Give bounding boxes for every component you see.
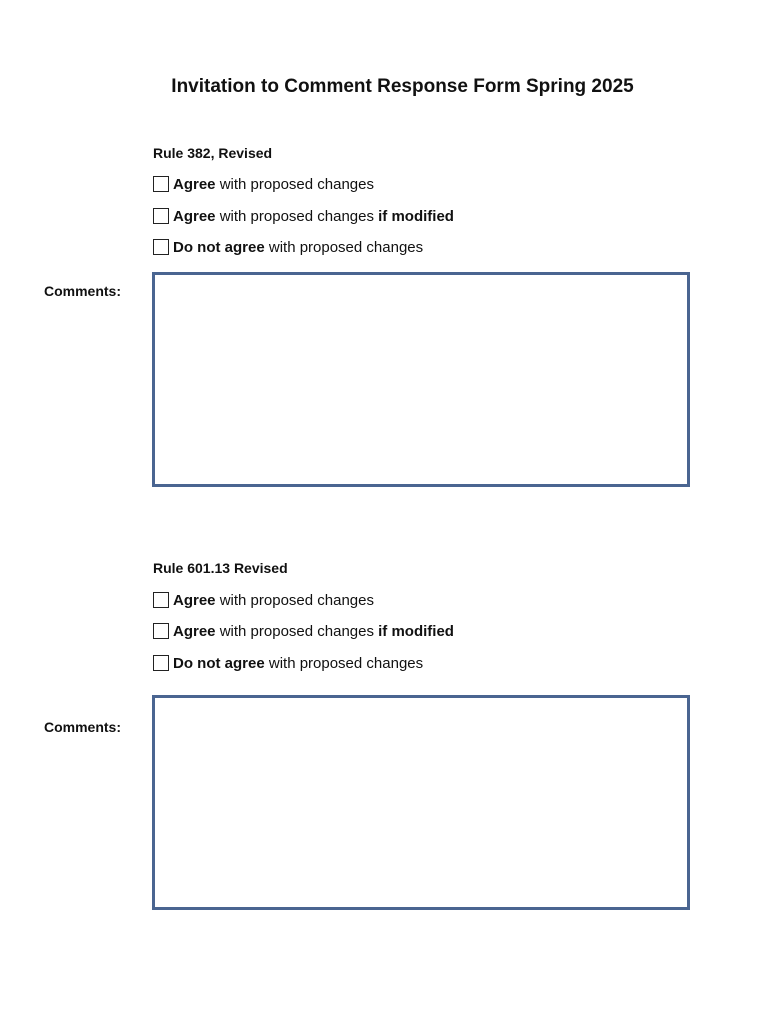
checkbox[interactable] (153, 239, 169, 255)
rule-382-heading: Rule 382, Revised (153, 145, 273, 161)
option-label: Do not agree with proposed changes (173, 238, 424, 256)
option-label: Do not agree with proposed changes (173, 654, 424, 672)
comments-label: Comments: (44, 283, 122, 299)
option-do-not-agree[interactable] (153, 653, 423, 673)
comments-field[interactable] (152, 272, 690, 487)
option-label: Agree with proposed changes if modified (173, 207, 454, 225)
checkbox[interactable] (153, 623, 169, 639)
option-do-not-agree[interactable] (153, 237, 423, 257)
option-label: Agree with proposed changes (173, 175, 374, 193)
form-title: Invitation to Comment Response Form Spring 2025 (171, 76, 634, 97)
option-agree-if-modified[interactable] (153, 621, 454, 641)
option-label: Agree with proposed changes if modified (173, 622, 454, 640)
comments-label: Comments: (44, 719, 122, 735)
checkbox[interactable] (153, 176, 169, 192)
option-label: Agree with proposed changes (173, 591, 374, 609)
option-agree[interactable] (153, 590, 374, 610)
checkbox[interactable] (153, 655, 169, 671)
rule-601-13-heading: Rule 601.13 Revised (153, 560, 288, 576)
option-agree[interactable] (153, 174, 374, 194)
option-agree-if-modified[interactable] (153, 206, 454, 226)
comments-field[interactable] (152, 695, 690, 910)
checkbox[interactable] (153, 208, 169, 224)
checkbox[interactable] (153, 592, 169, 608)
